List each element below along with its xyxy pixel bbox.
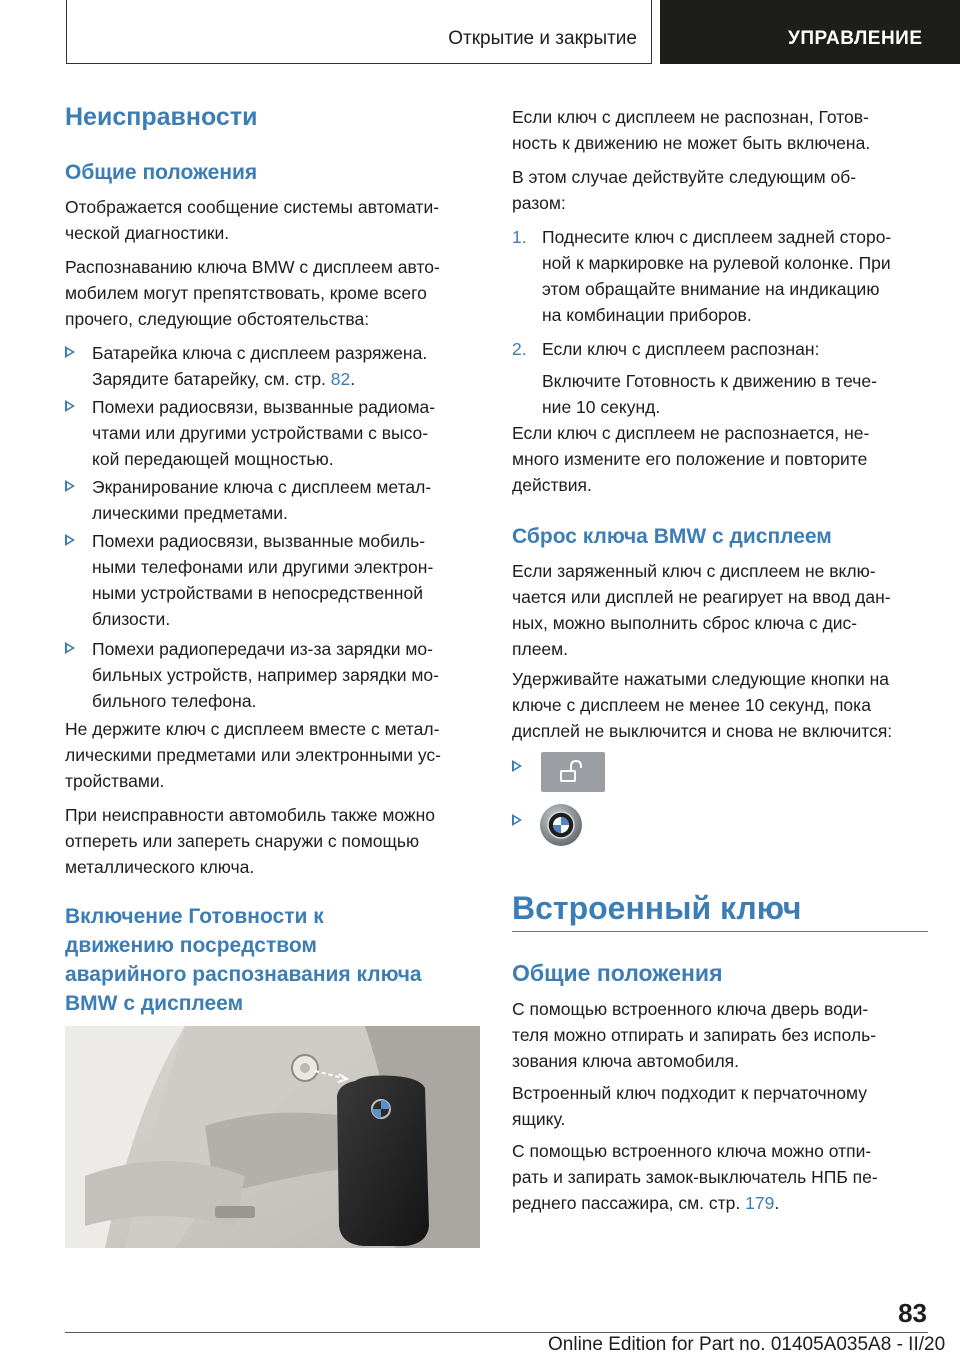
list-item-text: близости. xyxy=(92,609,171,629)
car-interior-illustration xyxy=(65,1026,480,1248)
paragraph-line: Удерживайте нажатыми следующие кнопки на xyxy=(512,669,890,689)
step-text: Поднесите ключ с дисплеем задней сторо- xyxy=(542,227,892,247)
paragraph-line: отпереть или запереть снаружи с помощью xyxy=(65,831,420,851)
heading-emergency-start: Включение Готовности к xyxy=(65,905,324,928)
paragraph-line: теля можно отпирать и запирать без исполь- xyxy=(512,1025,877,1045)
bullet-triangle-icon xyxy=(65,400,75,412)
paragraph-line: ключе с дисплеем не менее 10 секунд, пока xyxy=(512,695,871,715)
key-steering-column-photo xyxy=(65,1026,480,1248)
paragraph-line: ческой диагностики. xyxy=(65,223,230,243)
list-item-text: ными телефонами или другими электрон- xyxy=(92,557,434,577)
page-link[interactable]: 82 xyxy=(330,369,351,389)
list-item-text: чтами или другими устройствами с высо- xyxy=(92,423,429,443)
list-item-text: Помехи радиопередачи из-за зарядки мо- xyxy=(92,639,433,659)
paragraph-line: металлического ключа. xyxy=(65,857,255,877)
header-section-box xyxy=(66,0,652,64)
paragraph-line: Встроенный ключ подходит к перчаточному xyxy=(512,1083,867,1103)
unlock-button-icon xyxy=(541,752,605,792)
paragraph-line: тройствами. xyxy=(65,771,165,791)
list-item-text: лическими предметами. xyxy=(92,503,288,523)
header-chapter-box xyxy=(660,0,960,64)
paragraph-line: ность к движению не может быть включена. xyxy=(512,133,871,153)
step-number: 1. xyxy=(512,227,527,247)
paragraph-line: ных, можно выполнить сброс ключа с дис- xyxy=(512,613,858,633)
paragraph-line: ящику. xyxy=(512,1109,566,1129)
paragraph-line: зования ключа автомобиля. xyxy=(512,1051,739,1071)
list-item-text: Зарядите батарейку, см. стр. 82. xyxy=(92,369,356,389)
heading-key-reset: Сброс ключа BMW с дисплеем xyxy=(512,525,832,548)
list-item-text: Помехи радиосвязи, вызванные радиома- xyxy=(92,397,436,417)
paragraph-line: разом: xyxy=(512,193,566,213)
paragraph-line: много измените его положение и повторите xyxy=(512,449,868,469)
paragraph-line: чается или дисплей не реагирует на ввод дан- xyxy=(512,587,891,607)
heading-emergency-start: аварийного распознавания ключа xyxy=(65,963,422,986)
page-number: 83 xyxy=(898,1298,927,1328)
heading-emergency-start: движению посредством xyxy=(65,934,317,957)
paragraph-line: дисплей не выключится и снова не включится: xyxy=(512,721,893,741)
paragraph-line: С помощью встроенного ключа дверь води- xyxy=(512,999,869,1019)
heading-emergency-start: BMW с дисплеем xyxy=(65,992,244,1015)
paragraph-line: При неисправности автомобиль также можно xyxy=(65,805,436,825)
heading-divider xyxy=(512,931,928,932)
paragraph-line: реднего пассажира, см. стр. 179. xyxy=(512,1193,780,1213)
paragraph-line: Не держите ключ с дисплеем вместе с метал- xyxy=(65,719,440,739)
list-item-text: Батарейка ключа с дисплеем разряжена. xyxy=(92,343,428,363)
list-item-text: кой передающей мощностью. xyxy=(92,449,334,469)
step-text: этом обращайте внимание на индикацию xyxy=(542,279,880,299)
step-text: Если ключ с дисплеем распознан: xyxy=(542,339,820,359)
paragraph-line: мобилем могут препятствовать, кроме всего xyxy=(65,283,427,303)
display-key-illustration xyxy=(337,1076,429,1246)
paragraph-line: Если ключ с дисплеем не распознан, Готов- xyxy=(512,107,869,127)
paragraph-line: плеем. xyxy=(512,639,569,659)
unlock-icon xyxy=(541,752,605,792)
paragraph-line: В этом случае действуйте следующим об- xyxy=(512,167,857,187)
step-text: ной к маркировке на рулевой колонке. При xyxy=(542,253,891,273)
bmw-logo-icon xyxy=(540,804,582,846)
list-item-text: ными устройствами в непосредственной xyxy=(92,583,423,603)
step-text: Включите Готовность к движению в тече- xyxy=(542,371,877,391)
paragraph-line: лическими предметами или электронными ус- xyxy=(65,745,442,765)
paragraph-line: Если заряженный ключ с дисплеем не вклю- xyxy=(512,561,876,581)
heading-malfunctions: Неисправности xyxy=(65,103,258,131)
header-chapter-title: УПРАВЛЕНИЕ xyxy=(788,28,923,49)
heading-general: Общие положения xyxy=(65,161,258,184)
list-item-text: Помехи радиосвязи, вызванные мобиль- xyxy=(92,531,426,551)
bullet-triangle-icon xyxy=(65,346,75,358)
bullet-triangle-icon xyxy=(65,534,75,546)
paragraph-line: Отображается сообщение системы автомати- xyxy=(65,197,440,217)
paragraph-line: действия. xyxy=(512,475,592,495)
list-item-text: Экранирование ключа с дисплеем метал- xyxy=(92,477,432,497)
step-text: на комбинации приборов. xyxy=(542,305,752,325)
bullet-triangle-icon xyxy=(65,480,75,492)
list-item-text: бильных устройств, например зарядки мо- xyxy=(92,665,439,685)
step-number: 2. xyxy=(512,339,527,359)
page-link[interactable]: 179 xyxy=(745,1193,775,1213)
list-item-text: бильного телефона. xyxy=(92,691,257,711)
paragraph-line: Распознаванию ключа BMW с дисплеем авто- xyxy=(65,257,440,277)
paragraph-line: С помощью встроенного ключа можно отпи- xyxy=(512,1141,872,1161)
paragraph-line: рать и запирать замок-выключатель НПБ пе- xyxy=(512,1167,878,1187)
bullet-triangle-icon xyxy=(512,760,522,772)
bmw-logo-button-icon xyxy=(540,804,582,846)
edition-info: Online Edition for Part no. 01405A035A8 - II/20 xyxy=(548,1334,946,1355)
step-text: ние 10 секунд. xyxy=(542,397,661,417)
heading-integrated-key: Встроенный ключ xyxy=(512,890,802,926)
header-section-title: Открытие и закрытие xyxy=(448,28,637,49)
paragraph-line: прочего, следующие обстоятельства: xyxy=(65,309,370,329)
bullet-triangle-icon xyxy=(512,814,522,826)
heading-general-integrated: Общие положения xyxy=(512,960,723,986)
bullet-triangle-icon xyxy=(65,642,75,654)
footer-divider xyxy=(65,1332,928,1333)
paragraph-line: Если ключ с дисплеем не распознается, не- xyxy=(512,423,870,443)
